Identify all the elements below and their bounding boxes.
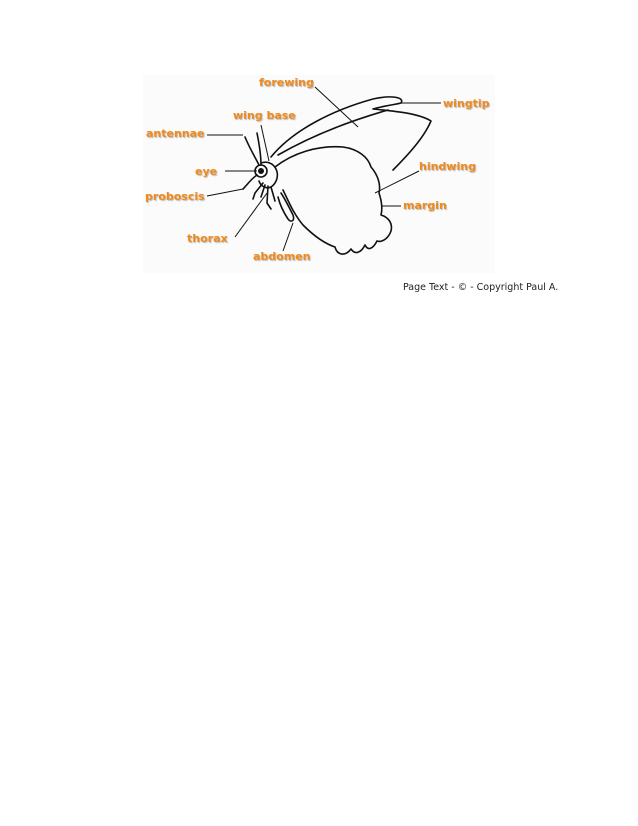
label-margin: margin <box>403 199 447 212</box>
label-forewing: forewing <box>259 76 314 89</box>
label-wing-base: wing base <box>233 109 296 122</box>
label-hindwing: hindwing <box>419 160 476 173</box>
label-proboscis: proboscis <box>145 190 205 203</box>
label-antennae: antennae <box>146 127 205 140</box>
copyright-caption: Page Text - © - Copyright Paul A. <box>403 282 559 293</box>
label-thorax: thorax <box>187 232 228 245</box>
eye-dot <box>258 168 264 174</box>
label-eye: eye <box>195 165 218 178</box>
butterfly-diagram <box>143 75 495 273</box>
label-abdomen: abdomen <box>253 250 311 263</box>
label-wingtip: wingtip <box>443 97 490 110</box>
